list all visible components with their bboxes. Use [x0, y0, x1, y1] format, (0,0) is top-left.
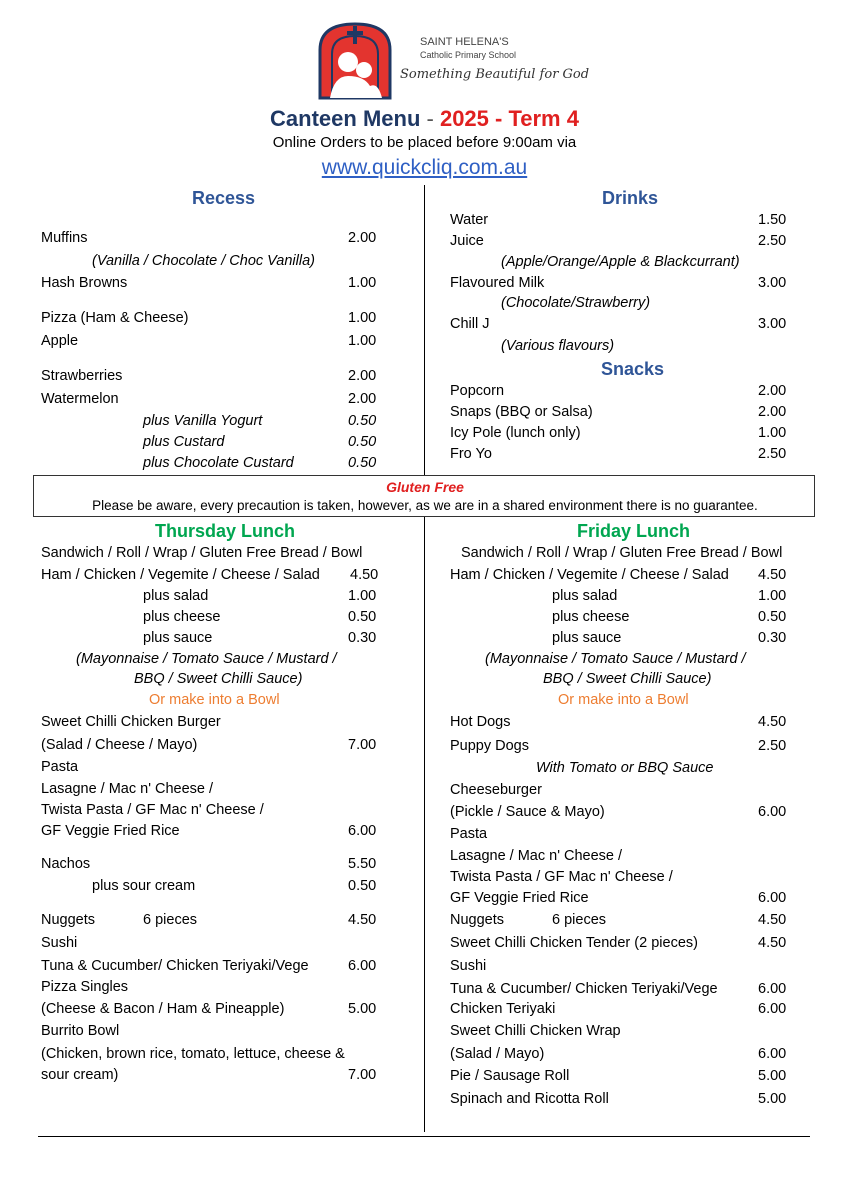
menu-price: 6.00 — [758, 890, 787, 906]
menu-price: 4.50 — [758, 912, 787, 928]
menu-item: Hot Dogs — [450, 714, 511, 730]
title-main: Canteen Menu — [270, 106, 421, 131]
column-divider-top — [424, 185, 425, 475]
menu-price: 0.50 — [348, 878, 377, 894]
menu-item: Pasta — [450, 826, 488, 842]
menu-price: 6.00 — [348, 958, 377, 974]
menu-item: Lasagne / Mac n' Cheese / — [41, 781, 214, 797]
menu-item: Snaps (BBQ or Salsa) — [450, 404, 593, 420]
menu-item: Fro Yo — [450, 446, 492, 462]
menu-price: 5.00 — [758, 1091, 787, 1107]
school-name: SAINT HELENA'S — [420, 36, 509, 48]
menu-price: 0.50 — [348, 413, 377, 429]
menu-note: With Tomato or BBQ Sauce — [536, 760, 714, 776]
menu-price: 2.00 — [348, 391, 377, 407]
menu-item: Water — [450, 212, 489, 228]
menu-item: GF Veggie Fried Rice — [450, 890, 589, 906]
drinks-heading: Drinks — [602, 188, 659, 208]
menu-item: Icy Pole (lunch only) — [450, 425, 581, 441]
recess-heading: Recess — [192, 188, 256, 208]
snacks-heading: Snacks — [601, 359, 665, 379]
menu-item: Muffins — [41, 230, 88, 246]
menu-item: Sushi — [41, 935, 78, 951]
menu-item: plus cheese — [143, 609, 221, 625]
menu-price: 1.50 — [758, 212, 787, 228]
menu-price: 6.00 — [758, 1001, 787, 1017]
menu-price: 2.50 — [758, 446, 787, 462]
gluten-free-text: Please be aware, every precaution is taken, however, as we are in a shared environment there is no guarantee. — [92, 498, 758, 513]
menu-item: Lasagne / Mac n' Cheese / — [450, 848, 623, 864]
menu-price: 0.50 — [348, 455, 377, 471]
menu-item: Tuna & Cucumber/ Chicken Teriyaki/Vege — [41, 958, 309, 974]
menu-item: Watermelon — [41, 391, 119, 407]
menu-item: plus Chocolate Custard — [143, 455, 294, 471]
menu-item: Puppy Dogs — [450, 738, 529, 754]
menu-note: (Mayonnaise / Tomato Sauce / Mustard / — [76, 651, 337, 667]
menu-item: Sweet Chilli Chicken Tender (2 pieces) — [450, 935, 698, 951]
thursday-heading: Thursday Lunch — [155, 521, 296, 541]
school-type: Catholic Primary School — [420, 50, 517, 60]
page-title — [0, 106, 849, 132]
menu-price: 1.00 — [348, 310, 377, 326]
menu-item: Popcorn — [450, 383, 505, 399]
menu-price: 2.50 — [758, 738, 787, 754]
menu-item: Chicken Teriyaki — [450, 1001, 556, 1017]
menu-item: Sweet Chilli Chicken Wrap — [450, 1023, 621, 1039]
menu-item: plus Vanilla Yogurt — [143, 413, 263, 429]
menu-item: Pasta — [41, 759, 79, 775]
order-website-link[interactable]: www.quickcliq.com.au — [321, 156, 528, 179]
menu-item: Sweet Chilli Chicken Burger — [41, 714, 221, 730]
menu-item: Sandwich / Roll / Wrap / Gluten Free Bread / Bowl — [41, 545, 363, 561]
menu-item: plus sour cream — [92, 878, 196, 894]
menu-note: BBQ / Sweet Chilli Sauce) — [543, 671, 712, 687]
menu-item: Flavoured Milk — [450, 275, 545, 291]
menu-item: (Cheese & Bacon / Ham & Pineapple) — [41, 1001, 285, 1017]
menu-item: plus salad — [143, 588, 209, 604]
menu-item: plus sauce — [552, 630, 622, 646]
menu-price: 5.00 — [758, 1068, 787, 1084]
menu-note: (Vanilla / Chocolate / Choc Vanilla) — [92, 253, 315, 269]
menu-item-detail: 6 pieces — [552, 912, 607, 928]
menu-price: 2.00 — [758, 383, 787, 399]
menu-item: Twista Pasta / GF Mac n' Cheese / — [450, 869, 673, 885]
menu-price: 0.50 — [758, 609, 787, 625]
menu-price: 0.50 — [348, 609, 377, 625]
menu-price: 2.00 — [348, 368, 377, 384]
menu-item-detail: 6 pieces — [143, 912, 198, 928]
menu-price: 3.00 — [758, 275, 787, 291]
menu-item: Pie / Sausage Roll — [450, 1068, 570, 1084]
menu-price: 6.00 — [758, 1046, 787, 1062]
menu-price: 4.50 — [350, 567, 379, 583]
friday-heading: Friday Lunch — [577, 521, 691, 541]
menu-price: 6.00 — [348, 823, 377, 839]
menu-item: plus salad — [552, 588, 618, 604]
menu-price: 2.50 — [758, 233, 787, 249]
title-term: 2025 - Term 4 — [439, 106, 579, 131]
menu-item: Twista Pasta / GF Mac n' Cheese / — [41, 802, 264, 818]
menu-item: (Salad / Mayo) — [450, 1046, 545, 1062]
menu-price: 6.00 — [758, 804, 787, 820]
menu-price: 4.50 — [758, 714, 787, 730]
menu-price: 7.00 — [348, 1067, 377, 1083]
menu-item: Apple — [41, 333, 79, 349]
menu-price: 3.00 — [758, 316, 787, 332]
order-instructions: Online Orders to be placed before 9:00am via — [272, 134, 577, 151]
menu-item: Burrito Bowl — [41, 1023, 120, 1039]
menu-item: plus sauce — [143, 630, 213, 646]
menu-price: 0.30 — [348, 630, 377, 646]
menu-price: 0.30 — [758, 630, 787, 646]
menu-item: plus Custard — [143, 434, 225, 450]
menu-price: 7.00 — [348, 737, 377, 753]
menu-price: 6.00 — [758, 981, 787, 997]
menu-item: Ham / Chicken / Vegemite / Cheese / Salad — [450, 567, 729, 583]
bowl-option-note: Or make into a Bowl — [149, 692, 280, 708]
menu-item: Sushi — [450, 958, 487, 974]
column-divider-bottom — [424, 517, 425, 1132]
menu-note: (Mayonnaise / Tomato Sauce / Mustard / — [485, 651, 746, 667]
bottom-rule — [38, 1136, 810, 1137]
menu-price: 1.00 — [348, 275, 377, 291]
menu-item: Hash Browns — [41, 275, 128, 291]
menu-note: (Apple/Orange/Apple & Blackcurrant) — [501, 254, 740, 270]
menu-item: (Chicken, brown rice, tomato, lettuce, cheese & — [41, 1046, 345, 1062]
menu-item: (Salad / Cheese / Mayo) — [41, 737, 198, 753]
menu-item: Strawberries — [41, 368, 123, 384]
menu-price: 0.50 — [348, 434, 377, 450]
school-motto: Something Beautiful for God — [400, 67, 590, 82]
menu-item: Pizza (Ham & Cheese) — [41, 310, 189, 326]
menu-item: Juice — [450, 233, 484, 249]
menu-item: plus cheese — [552, 609, 630, 625]
menu-item: Cheeseburger — [450, 782, 542, 798]
menu-item: sour cream) — [41, 1067, 119, 1083]
menu-item: Ham / Chicken / Vegemite / Cheese / Salad — [41, 567, 320, 583]
menu-item: Spinach and Ricotta Roll — [450, 1091, 609, 1107]
menu-item: Sandwich / Roll / Wrap / Gluten Free Bread / Bowl — [461, 545, 783, 561]
menu-item: Nuggets — [450, 912, 505, 928]
menu-note: BBQ / Sweet Chilli Sauce) — [134, 671, 303, 687]
gluten-free-notice — [33, 475, 815, 517]
bowl-option-note: Or make into a Bowl — [558, 692, 689, 708]
menu-item: (Pickle / Sauce & Mayo) — [450, 804, 605, 820]
menu-price: 5.50 — [348, 856, 377, 872]
menu-price: 2.00 — [758, 404, 787, 420]
menu-price: 4.50 — [758, 935, 787, 951]
menu-price: 1.00 — [348, 588, 377, 604]
menu-price: 4.50 — [758, 567, 787, 583]
menu-note: (Various flavours) — [501, 338, 615, 354]
menu-item: Chill J — [450, 316, 490, 332]
menu-item: Nachos — [41, 856, 91, 872]
menu-price: 5.00 — [348, 1001, 377, 1017]
menu-item: Pizza Singles — [41, 979, 129, 995]
gluten-free-title: Gluten Free — [386, 479, 464, 495]
menu-note: (Chocolate/Strawberry) — [501, 295, 651, 311]
menu-price: 1.00 — [758, 588, 787, 604]
title-separator: - — [420, 106, 440, 131]
menu-item: Tuna & Cucumber/ Chicken Teriyaki/Vege — [450, 981, 718, 997]
school-logo — [312, 20, 398, 100]
menu-item: GF Veggie Fried Rice — [41, 823, 180, 839]
menu-price: 1.00 — [758, 425, 787, 441]
menu-price: 2.00 — [348, 230, 377, 246]
menu-price: 1.00 — [348, 333, 377, 349]
menu-item: Nuggets — [41, 912, 96, 928]
menu-price: 4.50 — [348, 912, 377, 928]
